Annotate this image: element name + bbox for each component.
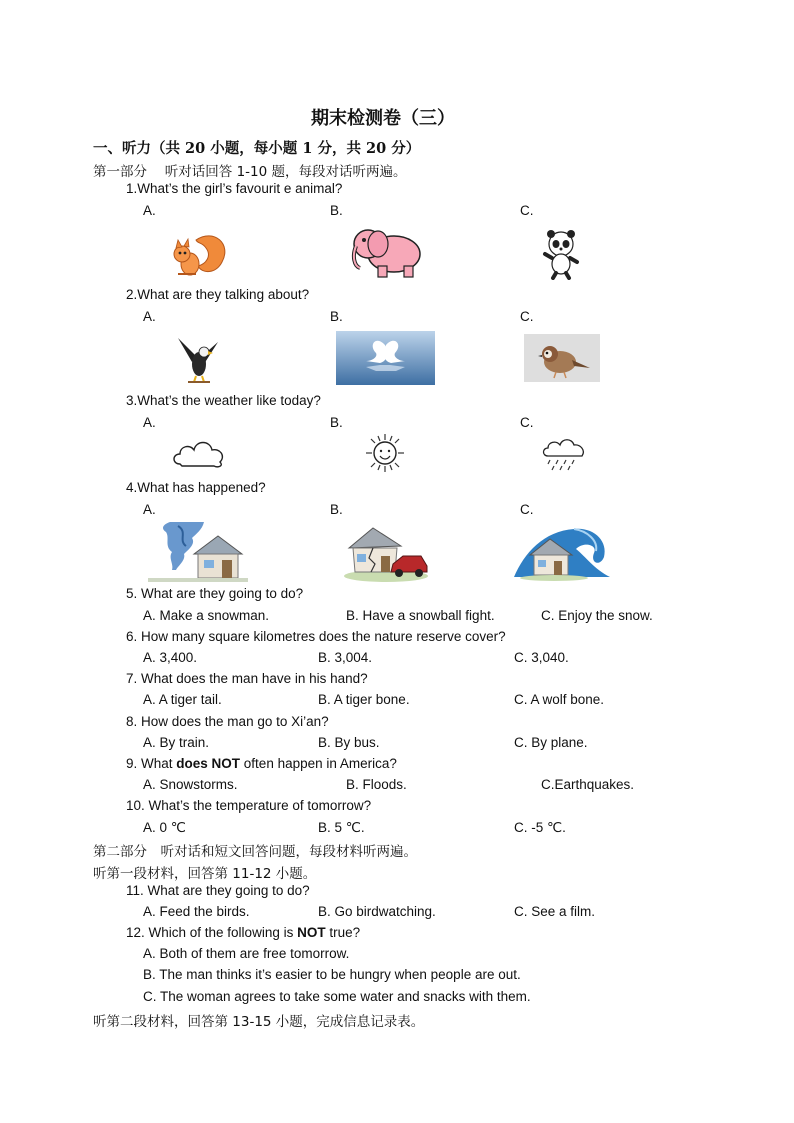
question-9: 9. What does NOT often happen in America? <box>126 756 397 771</box>
material-one-instruction: 听第一段材料，回答第 11-12 小题。 <box>93 866 317 882</box>
option-label: A. Make a snowman. <box>143 608 270 623</box>
cloud-icon <box>170 436 228 470</box>
question-8: 8. How does the man go to Xi’an? <box>126 714 329 729</box>
rain-cloud-icon <box>540 436 588 472</box>
option-label: B. <box>330 203 343 218</box>
question-10: 10. What’s the temperature of tomorrow? <box>126 798 372 813</box>
option-label: C. <box>520 203 534 218</box>
option-label: C. <box>520 415 534 430</box>
option-label: C. Enjoy the snow. <box>541 608 653 623</box>
option-label: C. The woman agrees to take some water and snacks with them. <box>143 989 531 1004</box>
part-one-instruction: 第一部分 听对话回答 1-10 题，每段对话听两遍。 <box>93 164 407 180</box>
question-7: 7. What does the man have in his hand? <box>126 671 368 686</box>
option-label: B. Have a snowball fight. <box>346 608 495 623</box>
section-heading-listening: 一、听力（共 20 小题，每小题 1 分，共 20 分） <box>93 140 421 157</box>
option-label: B. The man thinks it’s easier to be hungry when people are out. <box>143 967 521 982</box>
option-label: C. See a film. <box>514 904 596 919</box>
question-11: 11. What are they going to do? <box>126 883 310 898</box>
option-label: B. Floods. <box>346 777 407 792</box>
option-label: A. A tiger tail. <box>143 692 222 707</box>
earthquake-house-icon <box>343 520 429 582</box>
question-5: 5. What are they going to do? <box>126 586 304 601</box>
panda-icon <box>541 228 581 280</box>
option-label: A. Feed the birds. <box>143 904 250 919</box>
tornado-house-icon <box>148 520 248 582</box>
option-label: C. By plane. <box>514 735 588 750</box>
option-label: B. A tiger bone. <box>318 692 410 707</box>
option-label: C. -5 ℃. <box>514 820 566 835</box>
option-label: C. A wolf bone. <box>514 692 605 707</box>
option-label: A. By train. <box>143 735 210 750</box>
question-6: 6. How many square kilometres does the nature reserve cover? <box>126 629 506 644</box>
sparrow-icon <box>524 334 600 382</box>
swans-icon <box>336 331 435 385</box>
question-2: 2.What are they talking about? <box>126 287 310 302</box>
question-12: 12. Which of the following is NOT true? <box>126 925 361 940</box>
option-label: A. <box>143 309 156 324</box>
option-label: A. 3,400. <box>143 650 198 665</box>
part-two-instruction: 第二部分 听对话和短文回答问题，每段材料听两遍。 <box>93 844 417 860</box>
option-label: B. 3,004. <box>318 650 373 665</box>
option-label: B. By bus. <box>318 735 380 750</box>
elephant-icon <box>348 224 424 280</box>
option-label: C. <box>520 309 534 324</box>
option-label: B. <box>330 502 343 517</box>
option-label: C. <box>520 502 534 517</box>
page-title: 期末检测卷（三） <box>311 108 455 129</box>
option-label: C. 3,040. <box>514 650 569 665</box>
option-label: B. <box>330 309 343 324</box>
eagle-icon <box>174 332 222 384</box>
material-two-instruction: 听第二段材料，回答第 13-15 小题，完成信息记录表。 <box>93 1014 425 1030</box>
option-label: A. <box>143 502 156 517</box>
question-1: 1.What’s the girl’s favourit e animal? <box>126 181 343 196</box>
option-label: A. <box>143 203 156 218</box>
sun-icon <box>364 432 406 474</box>
tsunami-house-icon <box>514 523 610 581</box>
option-label: A. Both of them are free tomorrow. <box>143 946 350 961</box>
question-4: 4.What has happened? <box>126 480 266 495</box>
option-label: A. 0 ℃ <box>143 820 186 835</box>
option-label: B. <box>330 415 343 430</box>
option-label: A. Snowstorms. <box>143 777 238 792</box>
squirrel-icon <box>166 230 228 280</box>
option-label: B. 5 ℃. <box>318 820 365 835</box>
option-label: B. Go birdwatching. <box>318 904 436 919</box>
question-3: 3.What’s the weather like today? <box>126 393 321 408</box>
option-label: A. <box>143 415 156 430</box>
option-label: C.Earthquakes. <box>541 777 635 792</box>
